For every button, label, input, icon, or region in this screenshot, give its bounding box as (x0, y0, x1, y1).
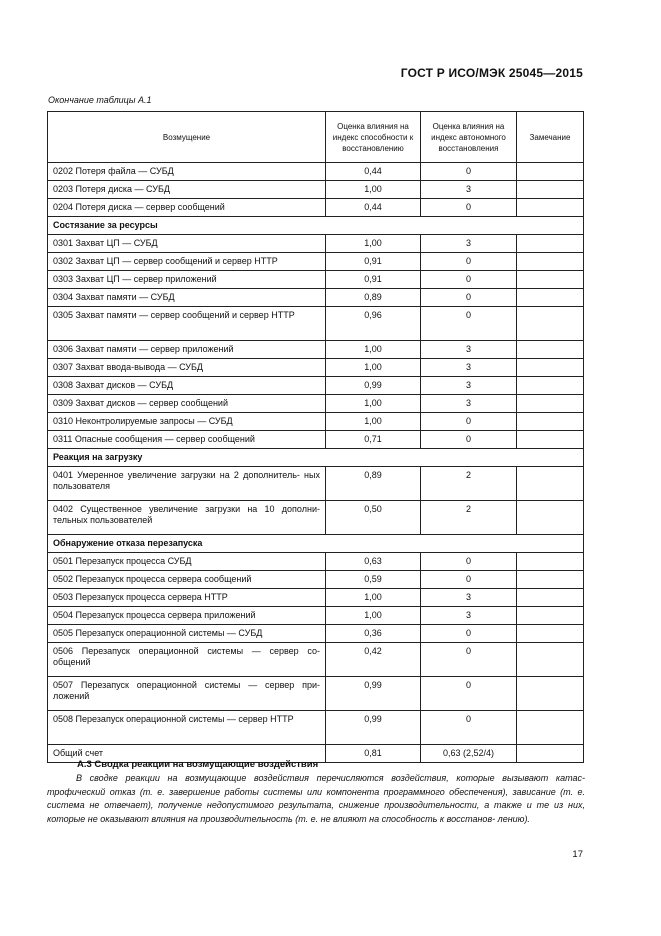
perturbation-cell: 0302 Захват ЦП — сервер сообщений и сервер HTTP (48, 253, 326, 271)
header-remark: Замечание (517, 112, 584, 163)
perturbation-cell: 0502 Перезапуск процесса сервера сообщений (48, 571, 326, 589)
autonomous-value-cell: 3 (421, 181, 517, 199)
recovery-value-cell: 0,99 (326, 677, 421, 711)
perturbation-cell: 0303 Захват ЦП — сервер приложений (48, 271, 326, 289)
recovery-value-cell: 0,63 (326, 553, 421, 571)
recovery-value-cell: 1,00 (326, 235, 421, 253)
perturbation-cell: 0305 Захват памяти — сервер сообщений и сервер HTTP (48, 307, 326, 341)
autonomous-value-cell: 0 (421, 253, 517, 271)
section-paragraph: В сводке реакции на возмущающие воздействия перечисляются воздействия, которые вызывают катас- трофический отказ (т. е. завершение работы системы или компонента программного обеспечения), зависание (т. е. система не отвечает), получение недопустимого результата, снижение производительности, а также и те из них, которые не оказывают влияния на производительность (т. е. не влияют на способность к восстанов- лению). (47, 773, 585, 824)
autonomous-value-cell: 3 (421, 235, 517, 253)
table-row (48, 359, 584, 377)
table-header-row (48, 112, 584, 163)
autonomous-value-cell: 0 (421, 625, 517, 643)
table-row (48, 643, 584, 677)
perturbation-cell: 0507 Перезапуск операционной системы — сервер при- ложений (48, 677, 326, 711)
remark-cell (517, 625, 584, 643)
perturbation-cell: 0505 Перезапуск операционной системы — СУБД (48, 625, 326, 643)
recovery-value-cell: 0,42 (326, 643, 421, 677)
remark-cell (517, 199, 584, 217)
autonomous-value-cell: 0 (421, 431, 517, 449)
table-row (48, 341, 584, 359)
table-section-row (48, 449, 584, 467)
autonomous-value-cell: 0 (421, 413, 517, 431)
autonomous-value-cell: 0 (421, 711, 517, 745)
autonomous-value-cell: 0 (421, 163, 517, 181)
recovery-value-cell: 1,00 (326, 181, 421, 199)
recovery-value-cell: 0,99 (326, 711, 421, 745)
table-row (48, 253, 584, 271)
autonomous-value-cell: 3 (421, 341, 517, 359)
table-row (48, 235, 584, 253)
remark-cell (517, 377, 584, 395)
document-code: ГОСТ Р ИСО/МЭК 25045—2015 (400, 66, 583, 80)
remark-cell (517, 745, 584, 763)
remark-cell (517, 501, 584, 535)
remark-cell (517, 307, 584, 341)
section-label: Состязание за ресурсы (48, 217, 584, 235)
perturbation-cell: 0204 Потеря диска — сервер сообщений (48, 199, 326, 217)
remark-cell (517, 359, 584, 377)
table-row (48, 307, 584, 341)
recovery-value-cell: 1,00 (326, 395, 421, 413)
table-row (48, 625, 584, 643)
autonomous-value-cell: 0,63 (2,52/4) (421, 745, 517, 763)
section-title: А.3 Сводка реакции на возмущающие воздействия (77, 759, 319, 770)
recovery-value-cell: 0,96 (326, 307, 421, 341)
perturbation-cell: 0311 Опасные сообщения — сервер сообщений (48, 431, 326, 449)
recovery-value-cell: 0,91 (326, 253, 421, 271)
autonomous-value-cell: 3 (421, 359, 517, 377)
recovery-value-cell: 0,71 (326, 431, 421, 449)
table-row (48, 271, 584, 289)
recovery-value-cell: 0,44 (326, 199, 421, 217)
table-section-row (48, 535, 584, 553)
perturbation-cell: 0310 Неконтролируемые запросы — СУБД (48, 413, 326, 431)
table-row (48, 199, 584, 217)
remark-cell (517, 589, 584, 607)
recovery-value-cell: 0,50 (326, 501, 421, 535)
remark-cell (517, 235, 584, 253)
remark-cell (517, 553, 584, 571)
autonomous-value-cell: 3 (421, 377, 517, 395)
table-row (48, 395, 584, 413)
autonomous-value-cell: 0 (421, 643, 517, 677)
table-row (48, 431, 584, 449)
recovery-value-cell: 0,44 (326, 163, 421, 181)
table-row (48, 289, 584, 307)
section-label: Реакция на загрузку (48, 449, 584, 467)
autonomous-value-cell: 0 (421, 677, 517, 711)
remark-cell (517, 571, 584, 589)
autonomous-value-cell: 0 (421, 289, 517, 307)
remark-cell (517, 163, 584, 181)
recovery-value-cell: 0,89 (326, 289, 421, 307)
remark-cell (517, 181, 584, 199)
table-row (48, 467, 584, 501)
table-row (48, 607, 584, 625)
autonomous-value-cell: 0 (421, 307, 517, 341)
recovery-value-cell: 1,00 (326, 359, 421, 377)
perturbation-cell: 0306 Захват памяти — сервер приложений (48, 341, 326, 359)
recovery-value-cell: 1,00 (326, 341, 421, 359)
remark-cell (517, 677, 584, 711)
remark-cell (517, 413, 584, 431)
perturbation-cell: Общий счет (48, 745, 326, 763)
perturbation-cell: 0202 Потеря файла — СУБД (48, 163, 326, 181)
recovery-value-cell: 0,59 (326, 571, 421, 589)
table-body (48, 163, 584, 763)
perturbation-cell: 0309 Захват дисков — сервер сообщений (48, 395, 326, 413)
header-perturbation: Возмущение (48, 112, 326, 163)
perturbation-cell: 0203 Потеря диска — СУБД (48, 181, 326, 199)
page-number: 17 (572, 849, 583, 860)
remark-cell (517, 607, 584, 625)
perturbation-cell: 0506 Перезапуск операционной системы — сервер со- общений (48, 643, 326, 677)
perturbation-cell: 0503 Перезапуск процесса сервера HTTP (48, 589, 326, 607)
recovery-value-cell: 0,89 (326, 467, 421, 501)
perturbation-cell: 0508 Перезапуск операционной системы — сервер HTTP (48, 711, 326, 745)
remark-cell (517, 271, 584, 289)
remark-cell (517, 643, 584, 677)
section-label: Обнаружение отказа перезапуска (48, 535, 584, 553)
table-row (48, 501, 584, 535)
remark-cell (517, 253, 584, 271)
table-row (48, 677, 584, 711)
remark-cell (517, 395, 584, 413)
table-section-row (48, 217, 584, 235)
recovery-value-cell: 0,81 (326, 745, 421, 763)
remark-cell (517, 341, 584, 359)
table-row (48, 711, 584, 745)
table-caption: Окончание таблицы А.1 (48, 95, 152, 105)
perturbation-cell: 0501 Перезапуск процесса СУБД (48, 553, 326, 571)
perturbation-cell: 0402 Существенное увеличение загрузки на 10 дополни- тельных пользователей (48, 501, 326, 535)
autonomous-value-cell: 0 (421, 271, 517, 289)
autonomous-value-cell: 0 (421, 571, 517, 589)
autonomous-value-cell: 3 (421, 395, 517, 413)
perturbation-cell: 0307 Захват ввода-вывода — СУБД (48, 359, 326, 377)
autonomous-value-cell: 0 (421, 553, 517, 571)
recovery-value-cell: 0,99 (326, 377, 421, 395)
perturbation-cell: 0308 Захват дисков — СУБД (48, 377, 326, 395)
remark-cell (517, 467, 584, 501)
autonomous-value-cell: 2 (421, 501, 517, 535)
recovery-value-cell: 1,00 (326, 607, 421, 625)
table-row (48, 163, 584, 181)
perturbation-cell: 0301 Захват ЦП — СУБД (48, 235, 326, 253)
perturbation-cell: 0304 Захват памяти — СУБД (48, 289, 326, 307)
remark-cell (517, 289, 584, 307)
table-row (48, 377, 584, 395)
perturbation-cell: 0504 Перезапуск процесса сервера приложений (48, 607, 326, 625)
header-autonomous-index: Оценка влияния на индекс автономного восстановления (421, 112, 517, 163)
perturbation-table (47, 111, 584, 763)
recovery-value-cell: 0,91 (326, 271, 421, 289)
perturbation-cell: 0401 Умеренное увеличение загрузки на 2 дополнитель- ных пользователя (48, 467, 326, 501)
recovery-value-cell: 0,36 (326, 625, 421, 643)
table-row (48, 571, 584, 589)
remark-cell (517, 431, 584, 449)
autonomous-value-cell: 3 (421, 589, 517, 607)
autonomous-value-cell: 3 (421, 607, 517, 625)
remark-cell (517, 711, 584, 745)
table-row (48, 413, 584, 431)
recovery-value-cell: 1,00 (326, 589, 421, 607)
autonomous-value-cell: 2 (421, 467, 517, 501)
table-row (48, 553, 584, 571)
autonomous-value-cell: 0 (421, 199, 517, 217)
table-row (48, 589, 584, 607)
table-row (48, 181, 584, 199)
recovery-value-cell: 1,00 (326, 413, 421, 431)
header-recovery-index: Оценка влияния на индекс способности к восстановлению (326, 112, 421, 163)
